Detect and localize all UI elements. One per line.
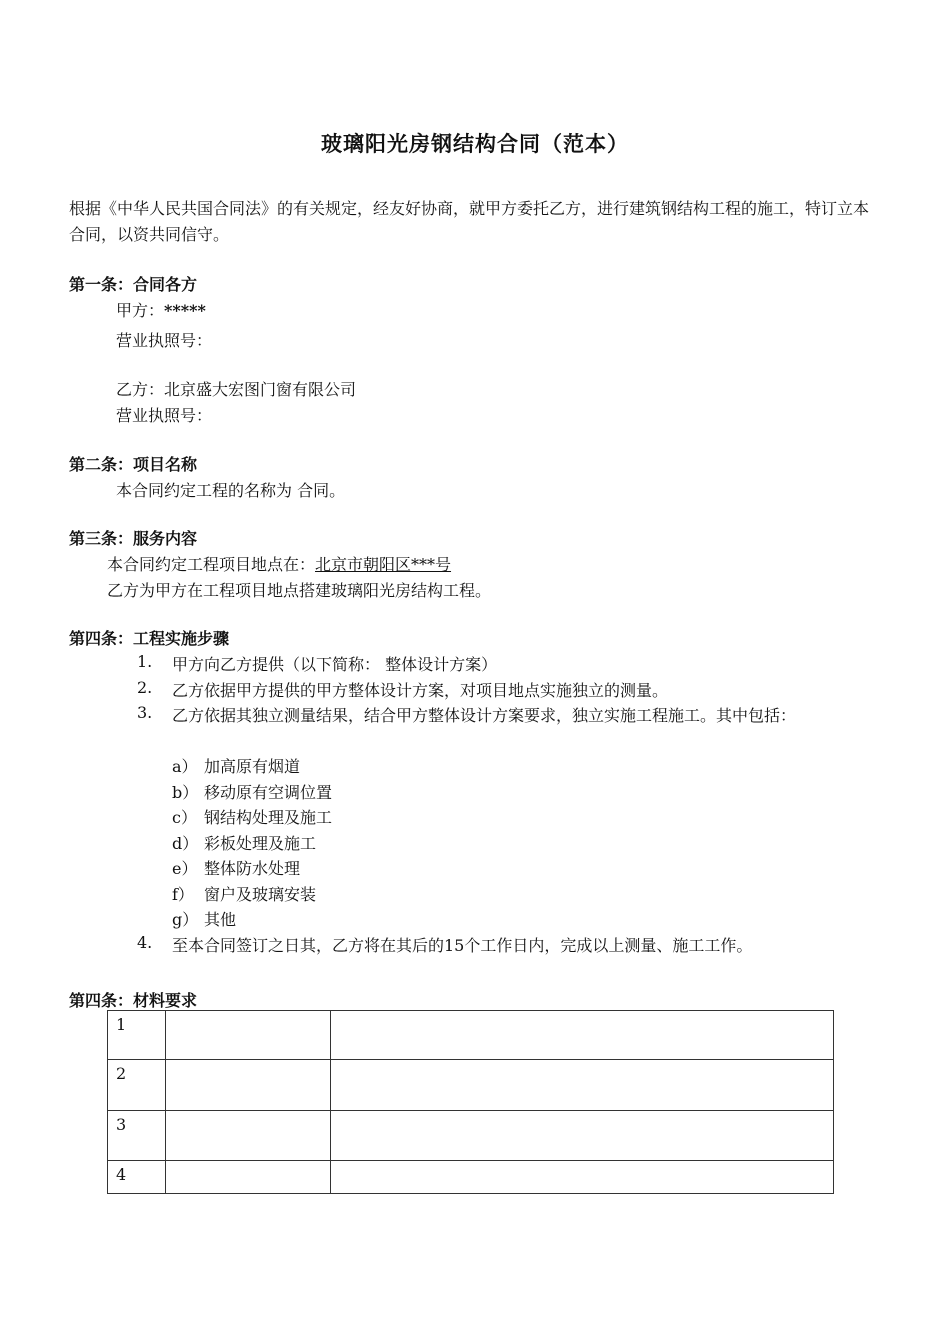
intro-paragraph: 根据《中华人民共国合同法》的有关规定，经友好协商，就甲方委托乙方，进行建筑钢结构工程的施工，特订立本合同，以资共同信守。	[69, 199, 870, 244]
party-b-license: 营业执照号：	[116, 406, 213, 425]
article-2-heading: 第二条：项目名称	[69, 455, 198, 474]
step-number: 3.	[137, 703, 153, 722]
document-title: 玻璃阳光房钢结构合同（范本）	[321, 132, 629, 156]
sub-item-text: 加高原有烟道	[204, 757, 301, 776]
sub-item-letter: c）	[172, 808, 197, 827]
sub-item-letter: d）	[172, 834, 199, 853]
table-cell-no: 1	[108, 1011, 166, 1060]
table-row	[108, 1161, 834, 1194]
table-cell-no: 3	[108, 1111, 166, 1161]
table-cell	[331, 1111, 834, 1161]
party-a-value: *****	[164, 301, 206, 320]
table-row	[108, 1060, 834, 1111]
sub-item-letter: a）	[172, 757, 198, 776]
sub-item-letter: e）	[172, 859, 198, 878]
project-location-line	[107, 552, 451, 575]
sub-item-text: 整体防水处理	[204, 859, 301, 878]
step-number: 1.	[137, 652, 153, 671]
table-row	[108, 1111, 834, 1161]
table-cell	[331, 1011, 834, 1060]
step-text: 乙方依据其独立测量结果，结合甲方整体设计方案要求，独立实施工程施工。其中包括：	[172, 706, 797, 725]
step-number: 4.	[137, 933, 153, 952]
table-cell	[166, 1111, 331, 1161]
sub-item-text: 其他	[204, 910, 237, 929]
table-cell	[166, 1011, 331, 1060]
party-a-license: 营业执照号：	[116, 331, 213, 350]
step-text: 乙方依据甲方提供的甲方整体设计方案，对项目地点实施独立的测量。	[172, 681, 669, 700]
table-cell-no: 4	[108, 1161, 166, 1194]
party-b-line: 乙方：北京盛大宏图门窗有限公司	[116, 380, 357, 399]
article-4-heading: 第四条：工程实施步骤	[69, 629, 230, 648]
project-location-value: 北京市朝阳区***号	[315, 555, 452, 574]
table-cell	[331, 1060, 834, 1111]
step-text: 甲方向乙方提供（以下简称： 整体设计方案）	[172, 655, 498, 674]
step-number: 2.	[137, 678, 153, 697]
party-a-label: 甲方：	[116, 301, 165, 320]
sub-item-letter: g）	[172, 910, 199, 929]
article-3-heading: 第三条：服务内容	[69, 529, 198, 548]
table-row	[108, 1011, 834, 1060]
party-a-line	[116, 298, 206, 321]
project-location-label: 本合同约定工程项目地点在：	[107, 555, 316, 574]
article-5-heading: 第四条：材料要求	[69, 991, 198, 1010]
sub-item-text: 钢结构处理及施工	[204, 808, 333, 827]
table-cell	[166, 1161, 331, 1194]
sub-item-text: 彩板处理及施工	[204, 834, 317, 853]
materials-table	[107, 1010, 834, 1194]
project-name-text: 本合同约定工程的名称为 合同。	[116, 481, 346, 500]
service-content-text: 乙方为甲方在工程项目地点搭建玻璃阳光房结构工程。	[107, 581, 492, 600]
step-text: 至本合同签订之日其，乙方将在其后的15个工作日内，完成以上测量、施工工作。	[172, 936, 753, 955]
sub-item-letter: f）	[172, 885, 194, 904]
article-1-heading: 第一条：合同各方	[69, 275, 198, 294]
sub-item-text: 移动原有空调位置	[204, 783, 333, 802]
sub-item-text: 窗户及玻璃安装	[204, 885, 317, 904]
sub-item-letter: b）	[172, 783, 199, 802]
table-cell-no: 2	[108, 1060, 166, 1111]
table-cell	[331, 1161, 834, 1194]
table-cell	[166, 1060, 331, 1111]
